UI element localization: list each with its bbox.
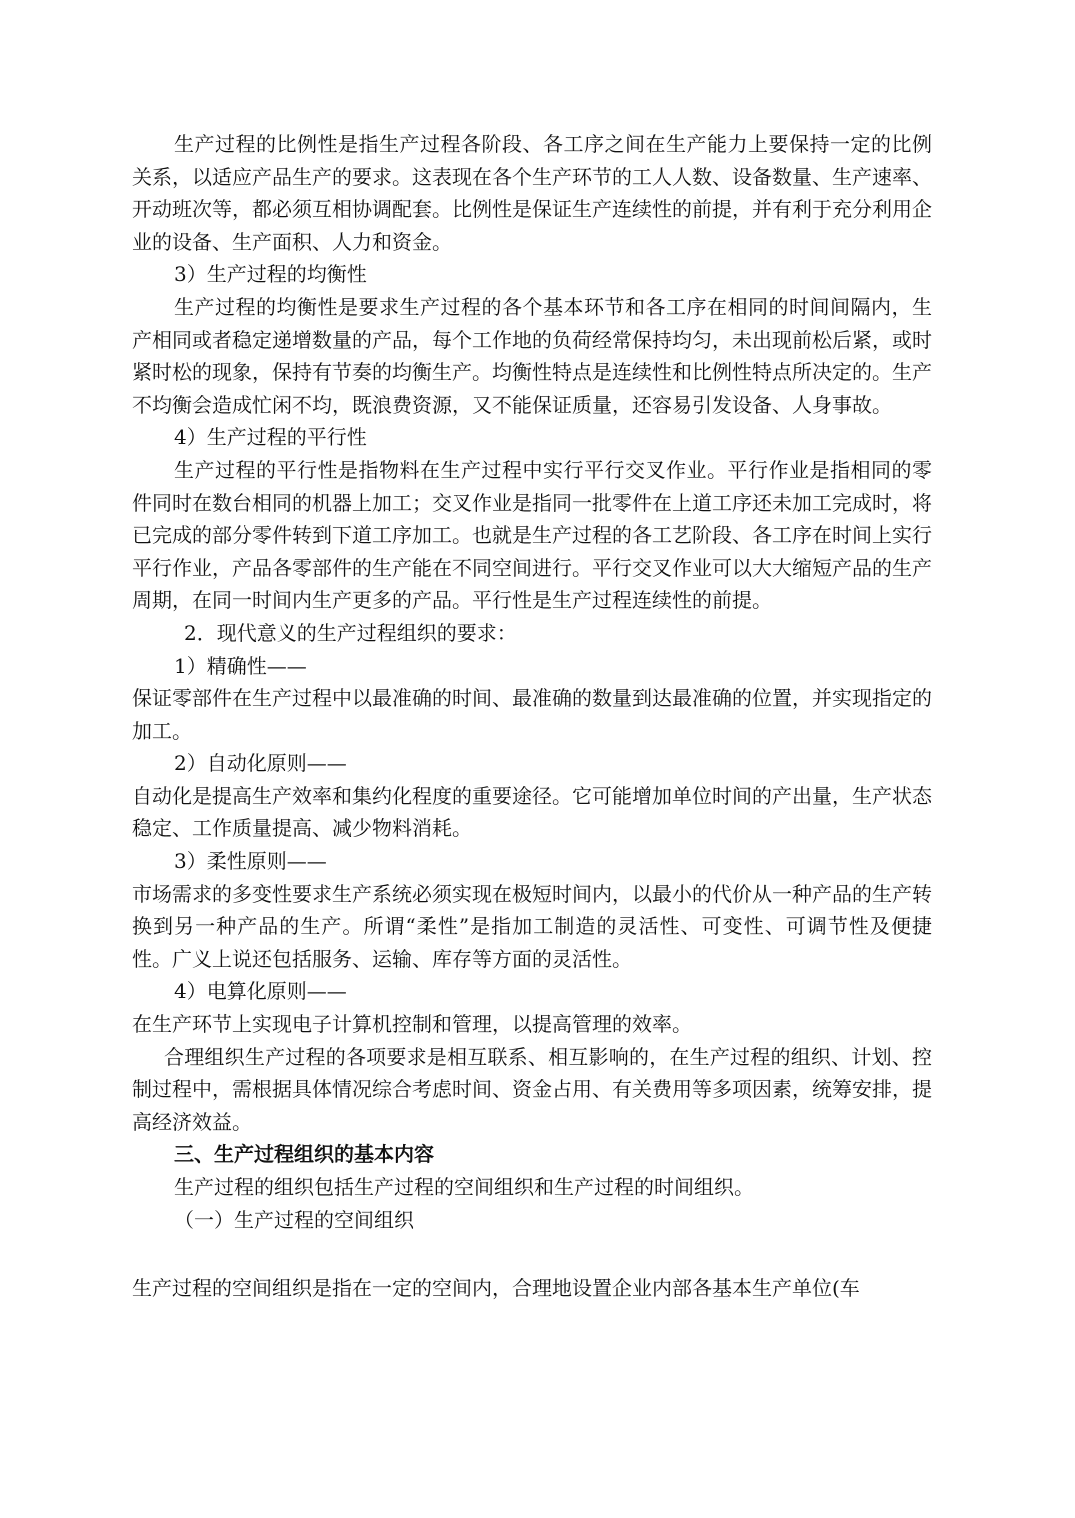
heading-automation: 2）自动化原则—— bbox=[174, 751, 347, 776]
heading-modern-requirements: 2．现代意义的生产过程组织的要求： bbox=[184, 620, 517, 645]
paragraph-computerization: 在生产环节上实现电子计算机控制和管理，以提高管理的效率。 bbox=[132, 1012, 692, 1037]
section-heading-3: 三、生产过程组织的基本内容 bbox=[174, 1142, 434, 1167]
paragraph-proportionality: 生产过程的比例性是指生产过程各阶段、各工序之间在生产能力上要保持一定的比例关系，以适应产品生产的要求。这表现在各个生产环节的工人人数、设备数量、生产速率、开动班次等，都必须互相协调配套。比例性是保证生产连续性的前提，并有利于充分利用企业的设备、生产面积、人力和资金。 bbox=[132, 132, 932, 254]
paragraph-balance: 生产过程的均衡性是要求生产过程的各个基本环节和各工序在相同的时间间隔内，生产相同或者稳定递增数量的产品，每个工作地的负荷经常保持均匀，未出现前松后紧，或时紧时松的现象，保持有节奏的均衡生产。均衡性特点是连续性和比例性特点所决定的。生产不均衡会造成忙闲不均，既浪费资源，又不能保证质量，还容易引发设备、人身事故。 bbox=[132, 294, 932, 417]
paragraph-precision: 保证零部件在生产过程中以最准确的时间、最准确的数量到达最准确的位置，并实现指定的加工。 bbox=[132, 686, 932, 743]
paragraph-automation: 自动化是提高生产效率和集约化程度的重要途径。它可能增加单位时间的产出量，生产状态稳定、工作质量提高、减少物料消耗。 bbox=[132, 783, 932, 841]
blank-gap bbox=[132, 1236, 932, 1272]
document-body bbox=[132, 128, 932, 1305]
paragraph-flexibility: 市场需求的多变性要求生产系统必须实现在极短时间内，以最小的代价从一种产品的生产转换到另一种产品的生产。所谓“柔性”是指加工制造的灵活性、可变性、可调节性及便捷性。广义上说还包括服务、运输、库存等方面的灵活性。 bbox=[132, 881, 932, 971]
heading-precision: 1）精确性—— bbox=[174, 653, 307, 678]
paragraph-section-3: 生产过程的组织包括生产过程的空间组织和生产过程的时间组织。 bbox=[174, 1175, 754, 1199]
paragraph-parallelism: 生产过程的平行性是指物料在生产过程中实行平行交叉作业。平行作业是指相同的零件同时在数台相同的机器上加工；交叉作业是指同一批零件在上道工序还未加工完成时，将已完成的部分零件转到下道工序加工。也就是生产过程的各工艺阶段、各工序在时间上实行平行作业，产品各零部件的生产能在不同空间进行。平行交叉作业可以大大缩短产品的生产周期，在同一时间内生产更多的产品。平行性是生产过程连续性的前提。 bbox=[132, 457, 932, 613]
paragraph-spatial-organization: 生产过程的空间组织是指在一定的空间内，合理地设置企业内部各基本生产单位(车 bbox=[132, 1276, 860, 1301]
subheading-spatial-organization: （一）生产过程的空间组织 bbox=[174, 1207, 414, 1232]
paragraph-summary: 合理组织生产过程的各项要求是相互联系、相互影响的，在生产过程的组织、计划、控制过程中，需根据具体情况综合考虑时间、资金占用、有关费用等多项因素，统筹安排，提高经济效益。 bbox=[132, 1044, 932, 1134]
heading-balance: 3）生产过程的均衡性 bbox=[174, 262, 367, 287]
heading-computerization: 4）电算化原则—— bbox=[174, 979, 347, 1004]
heading-parallelism: 4）生产过程的平行性 bbox=[174, 425, 367, 450]
heading-flexibility: 3）柔性原则—— bbox=[174, 849, 327, 874]
